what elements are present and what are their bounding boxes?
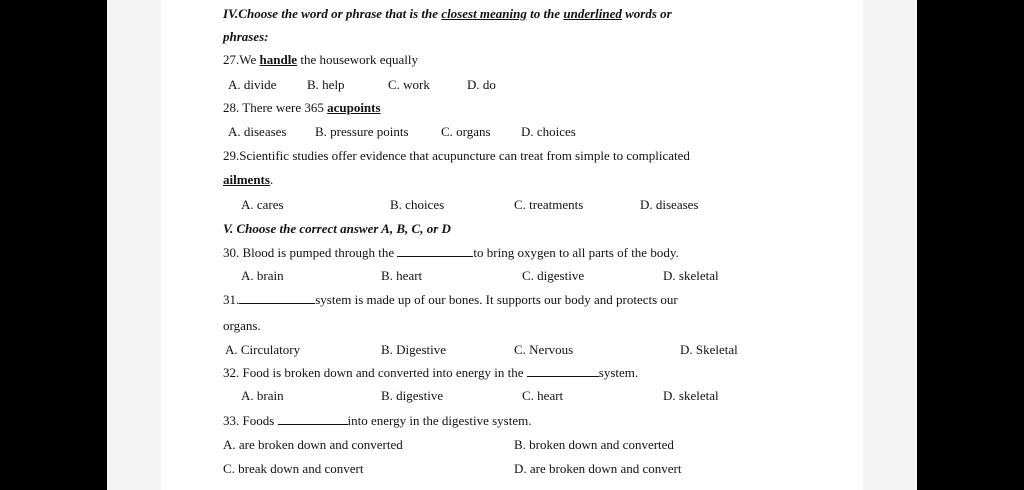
q30-option-d[interactable]: D. skeletal (663, 268, 719, 283)
q33-option-b[interactable]: B. broken down and converted (514, 437, 674, 452)
q33-option-c[interactable]: C. break down and convert (223, 461, 364, 476)
question-28: 28. There were 365 acupoints (223, 100, 381, 115)
q27-option-b[interactable]: B. help (307, 77, 345, 92)
q31-option-c[interactable]: C. Nervous (514, 342, 574, 357)
q30-option-b[interactable]: B. heart (381, 268, 423, 283)
q28-option-c[interactable]: C. organs (441, 124, 491, 139)
q28-option-a[interactable]: A. diseases (228, 124, 287, 139)
question-31: 31. system is made up of our bones. It supports our body and protects our (223, 292, 678, 307)
q30-option-c[interactable]: C. digestive (522, 268, 585, 283)
q27-option-a[interactable]: A. divide (228, 77, 277, 92)
q29-option-c[interactable]: C. treatments (514, 197, 584, 212)
section-v-heading: V. Choose the correct answer A, B, C, or D (223, 221, 451, 236)
q32-option-a[interactable]: A. brain (241, 388, 284, 403)
section-iv-heading-line2: phrases: (223, 29, 269, 44)
question-27: 27.We handle the housework equally (223, 52, 419, 67)
section-iv-heading: IV.Choose the word or phrase that is the closest meaning to the underlined words or (223, 6, 672, 21)
q29-option-b[interactable]: B. choices (390, 197, 445, 212)
q33-option-a[interactable]: A. are broken down and converted (223, 437, 403, 452)
question-29-line2: ailments. (223, 172, 274, 187)
question-29: 29.Scientific studies offer evidence that acupuncture can treat from simple to complicated (223, 148, 690, 163)
q31-option-a[interactable]: A. Circulatory (225, 342, 301, 357)
q27-option-c[interactable]: C. work (388, 77, 430, 92)
worksheet-page (161, 0, 863, 490)
q29-option-d[interactable]: D. diseases (640, 197, 699, 212)
answer-blank[interactable] (397, 246, 473, 257)
q32-option-d[interactable]: D. skeletal (663, 388, 719, 403)
q30-option-a[interactable]: A. brain (241, 268, 284, 283)
question-32: 32. Food is broken down and converted into energy in the system. (223, 365, 639, 380)
right-margin-panel (863, 0, 917, 490)
question-30: 30. Blood is pumped through the to bring oxygen to all parts of the body. (223, 245, 679, 260)
underlined-word: handle (259, 52, 298, 67)
q33-option-d[interactable]: D. are broken down and convert (514, 461, 682, 476)
q31-option-d[interactable]: D. Skeletal (680, 342, 738, 357)
q27-option-d[interactable]: D. do (467, 77, 496, 92)
answer-blank[interactable] (527, 366, 599, 377)
question-33: 33. Foods into energy in the digestive system. (223, 413, 532, 428)
answer-blank[interactable] (278, 414, 348, 425)
left-margin-panel (107, 0, 161, 490)
q28-option-d[interactable]: D. choices (521, 124, 576, 139)
q32-option-c[interactable]: C. heart (522, 388, 564, 403)
q32-option-b[interactable]: B. digestive (381, 388, 444, 403)
underlined-word: acupoints (327, 100, 381, 115)
question-31-line2: organs. (223, 318, 261, 333)
underlined-word: ailments (223, 172, 270, 187)
q29-option-a[interactable]: A. cares (241, 197, 284, 212)
q31-option-b[interactable]: B. Digestive (381, 342, 446, 357)
answer-blank[interactable] (239, 293, 315, 304)
q28-option-b[interactable]: B. pressure points (315, 124, 409, 139)
